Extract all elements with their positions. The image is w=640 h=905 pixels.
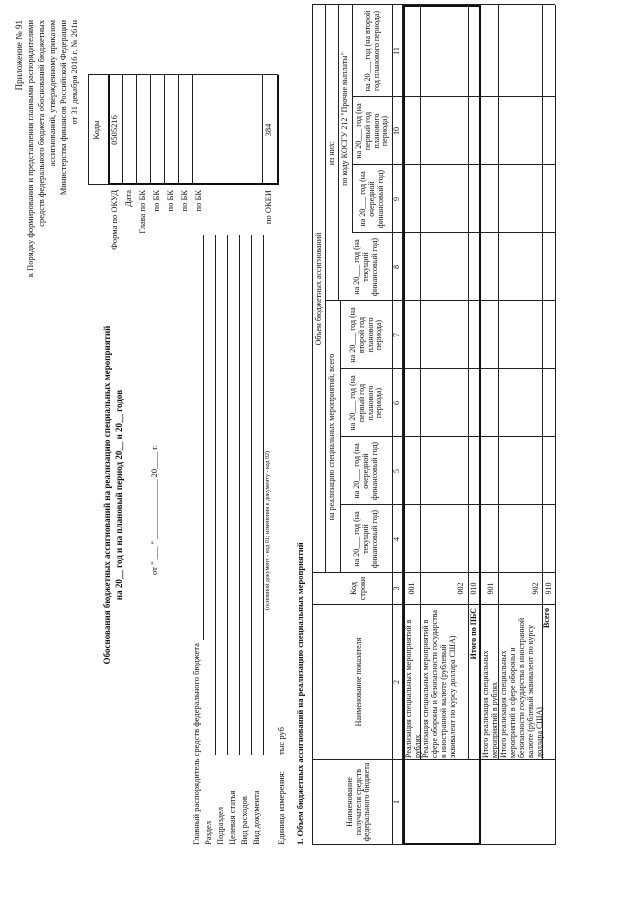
target-label: Целевая статья — [227, 790, 237, 845]
appendix-line-5: Министерства финансов Российской Федерации — [58, 20, 68, 196]
table-line — [403, 843, 480, 845]
table-row-indicator: Итого реализация специальных мероприятий в сфере обороны и безопасности государства в иностранной валюте (рублевый эквивалент по курсу доллара США) — [499, 617, 544, 758]
table-row-indicator: Реализация специальных мероприятий в рублях — [404, 619, 422, 758]
table-line — [352, 232, 555, 233]
table-row-code: 002 — [456, 582, 466, 595]
table-row-code: 010 — [469, 582, 479, 595]
okud-code-value: 0505216 — [109, 115, 119, 145]
subsection-line — [227, 235, 228, 755]
table-line — [312, 604, 555, 605]
table-line — [352, 96, 555, 97]
bk-label-2: по БК — [165, 190, 175, 212]
col-number: 2 — [392, 680, 402, 684]
group-incl-header: из них: — [326, 140, 336, 166]
okei-label: по ОКЕИ — [263, 190, 273, 225]
codes-row-line — [150, 75, 151, 185]
codes-row-line — [136, 75, 137, 185]
col-recipient-header: Наименование получателя средств федерального бюджета — [344, 762, 372, 842]
doc-type-line — [263, 235, 264, 755]
col-number: 5 — [392, 469, 402, 473]
year-plan1-header: на 20___ год (на первый год планового периода) — [347, 375, 384, 431]
table-row-code: 901 — [485, 582, 495, 595]
codes-row-line — [122, 75, 123, 185]
bk-label-1: по БК — [151, 190, 161, 212]
appendix-line-2: к Порядку формирования и представления главными распорядителями — [25, 20, 35, 278]
col-number: 8 — [392, 265, 402, 269]
unit-label: Единица измерения: — [276, 771, 286, 845]
appendix-line-3: средств федерального бюджета обоснований бюджетных — [36, 20, 46, 227]
table-line — [340, 436, 555, 437]
appendix-line-1: Приложение № 91 — [14, 20, 24, 91]
year-next-header: на 20___ год (на очередной финансовый год) — [352, 441, 379, 501]
document-title: Обоснования бюджетных ассигнований на реализацию специальных мероприятий — [102, 325, 112, 665]
codes-row-line — [164, 75, 165, 185]
table-line — [340, 504, 555, 505]
expense-type-label: Вид расходов — [239, 796, 249, 845]
table-line — [352, 5, 353, 233]
table-row-code: 902 — [530, 582, 540, 595]
okud-label: Форма по ОКУД — [109, 190, 119, 250]
col-code-header: Код строки — [349, 576, 367, 601]
table-line — [312, 759, 555, 760]
manager-label: Главный распорядитель средств федерального бюджета — [191, 643, 201, 845]
codes-box-left-thick — [108, 183, 278, 185]
table-row-indicator: Итого реализация специальных мероприятий в рублях — [481, 650, 499, 758]
doc-type-hint: (основной документ - код 01; изменения к документу - код 02) — [265, 451, 271, 610]
document-subtitle: на 20__ год и на плановый период 20__ и 20__ годов — [114, 389, 124, 601]
table-row-code: 910 — [543, 582, 553, 595]
col-number: 1 — [392, 800, 402, 804]
expense-type-line — [251, 235, 252, 755]
subsection-label: Подраздел — [215, 806, 225, 845]
section-title: 1. Объем бюджетных ассигнований на реализацию специальных мероприятий — [295, 542, 305, 845]
codes-row-line — [178, 75, 179, 185]
table-line — [555, 5, 556, 845]
table-row-code: 001 — [407, 582, 417, 595]
codes-box-top — [88, 75, 89, 185]
table-line — [340, 368, 555, 369]
table-line — [325, 300, 555, 301]
target-line — [239, 235, 240, 755]
year-plan2-header: на 20___ год (на второй год планового периода) — [347, 307, 384, 363]
group-total-header: Объем бюджетных ассигнований — [313, 232, 323, 346]
okei-code-value: 384 — [263, 123, 273, 137]
table-line — [352, 164, 555, 165]
col-number: 7 — [392, 333, 402, 337]
appendix-line-4: ассигнований, утвержденному приказом — [47, 20, 57, 167]
unit-value: тыс руб — [276, 727, 286, 755]
bk-label-3: по БК — [179, 190, 189, 212]
section-line — [215, 235, 216, 755]
kosgu-year-plan1-header: на 20___ год (на первый год планового периода) — [353, 103, 390, 159]
codes-header: Коды — [91, 120, 101, 140]
manager-line — [203, 235, 204, 640]
glava-label: Глава по БК — [137, 190, 147, 234]
year-current-header: на 20___ год (на текущий финансовый год) — [352, 509, 379, 569]
table-line — [403, 5, 480, 7]
col-number: 4 — [392, 537, 402, 541]
col-number: 6 — [392, 401, 402, 405]
col-number: 9 — [392, 197, 402, 201]
table-row-indicator: Реализация специальных мероприятий в сфере обороны и безопасности государства в иностранной валюте (рублевый эквивалент по курсу доллара США) — [421, 610, 457, 758]
codes-row-line — [192, 75, 193, 185]
kosgu-year-plan2-header: на 20___ год (на второй год планового периода) — [362, 10, 381, 92]
section-label: Раздел — [203, 820, 213, 845]
bk-label-4: по БК — [193, 190, 203, 212]
col-number: 11 — [392, 47, 402, 55]
form-date-line: от " ___ " ______________ 20____ г. — [149, 445, 159, 575]
col-number: 3 — [392, 586, 402, 591]
table-line — [340, 301, 341, 573]
date-label: Дата — [123, 190, 133, 207]
kosgu-year-next-header: на 20___ год (на очередной финансовый год) — [358, 169, 385, 229]
incl-year-current-header: на 20___ год (на текущий финансовый год) — [352, 237, 379, 297]
appendix-line-6: от 31 декабря 2016 г. № 261н — [69, 20, 79, 125]
group-kosgu-header: по коду КОСГУ 212 "Прочие выплаты" — [340, 52, 350, 186]
col-indicator-header: Наименование показателя — [353, 637, 363, 727]
codes-box-bottom — [277, 75, 279, 185]
table-row-indicator-total-pbs: Итого по ПБС — [469, 608, 478, 660]
doc-type-label: Вид документа — [251, 790, 261, 845]
col-number: 10 — [392, 127, 402, 135]
table-line — [312, 572, 555, 573]
table-row-indicator-grand-total: Всего — [542, 608, 551, 628]
group-special-header: на реализацию специальных мероприятий, всего — [327, 353, 337, 521]
